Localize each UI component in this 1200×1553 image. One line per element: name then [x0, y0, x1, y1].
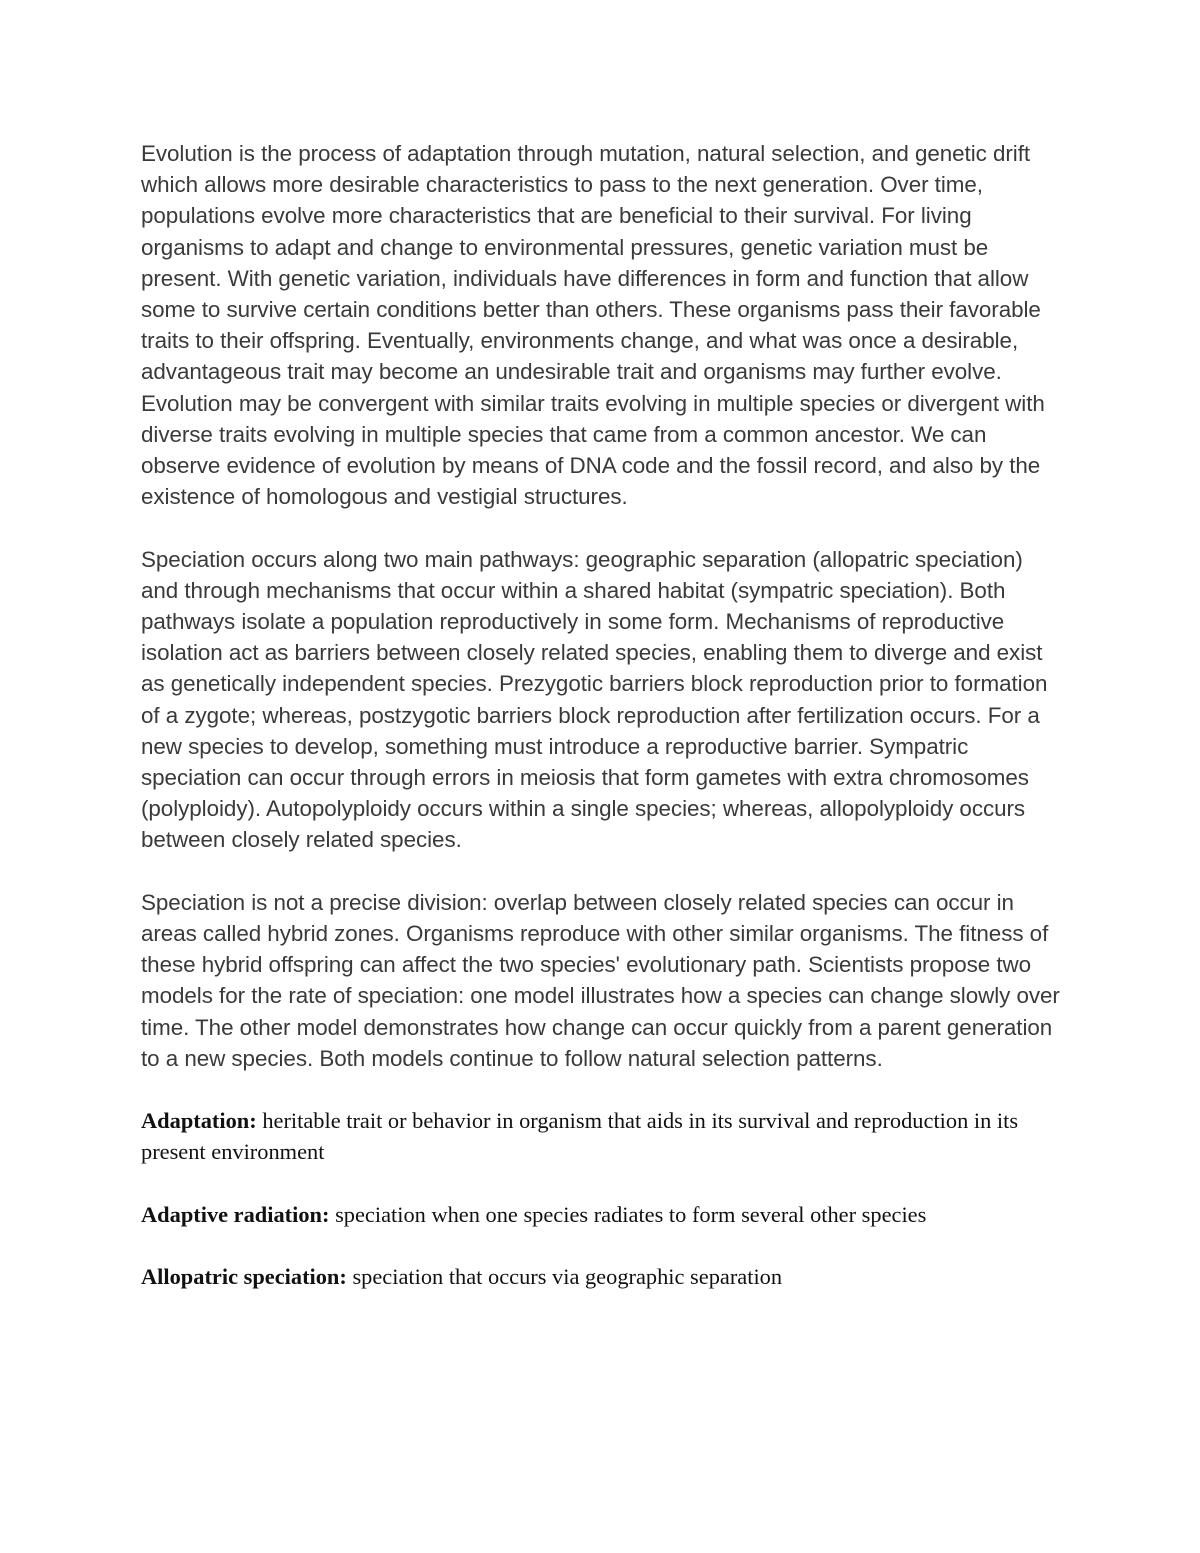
paragraph-speciation-pathways: Speciation occurs along two main pathways: geographic separation (allopatric speciation) and through mechanisms that occur within a shared habitat (sympatric speciation). Both pathways isolate a population reproductively in some form. Mechanisms of reproductive isolation act as barriers between closely related species, enabling them to diverge and exist as genetically independent species. Prezygotic barriers block reproduction prior to formation of a zygote; whereas, postzygotic barriers block reproduction after fertilization occurs. For a new species to develop, something must introduce a reproductive barrier. Sympatric speciation can occur through errors in meiosis that form gametes with extra chromosomes (polyploidy). Autopolyploidy occurs within a single species; whereas, allopolyploidy occurs between closely related species. [141, 546, 1048, 853]
paragraph-evolution: Evolution is the process of adaptation through mutation, natural selection, and genetic drift which allows more desirable characteristics to pass to the next generation. Over time, populations evolve more characteristics that are beneficial to their survival. For living organisms to adapt and change to environmental pressures, genetic variation must be present. With genetic variation, individuals have differences in form and function that allow some to survive certain conditions better than others. These organisms pass their favorable traits to their offspring. Eventually, environments change, and what was once a desirable, advantageous trait may become an undesirable trait and organisms may further evolve. Evolution may be convergent with similar traits evolving in multiple species or divergent with diverse traits evolving in multiple species that came from a common ancestor. We can observe evidence of evolution by means of DNA code and the fossil record, and also by the existence of homologous and vestigial structures. [141, 141, 1045, 510]
paragraph-hybrid-zones: Speciation is not a precise division: overlap between closely related species can occur in areas called hybrid zones. Organisms reproduce with other similar organisms. The fitness of these hybrid offspring can affect the two species' evolutionary path. Scientists propose two models for the rate of speciation: one model illustrates how a species can change slowly over time. The other model demonstrates how change can occur quickly from a parent generation to a new species. Both models continue to follow natural selection patterns. [141, 889, 1060, 1071]
glossary [141, 1105, 1066, 1292]
document-page [141, 138, 1066, 1324]
glossary-entry-adaptation [141, 1105, 1066, 1167]
glossary-definition: speciation that occurs via geographic separation [346, 1264, 783, 1290]
glossary-entry-allopatric-speciation [141, 1261, 1066, 1292]
glossary-term: Allopatric speciation: [141, 1264, 347, 1290]
glossary-definition: heritable trait or behavior in organism that aids in its survival and reproduction in its present environment [141, 1108, 1019, 1165]
glossary-entry-adaptive-radiation [141, 1199, 1066, 1230]
glossary-term: Adaptation: [141, 1108, 257, 1134]
glossary-definition: speciation when one species radiates to form several other species [329, 1201, 927, 1227]
glossary-term: Adaptive radiation: [141, 1201, 330, 1227]
